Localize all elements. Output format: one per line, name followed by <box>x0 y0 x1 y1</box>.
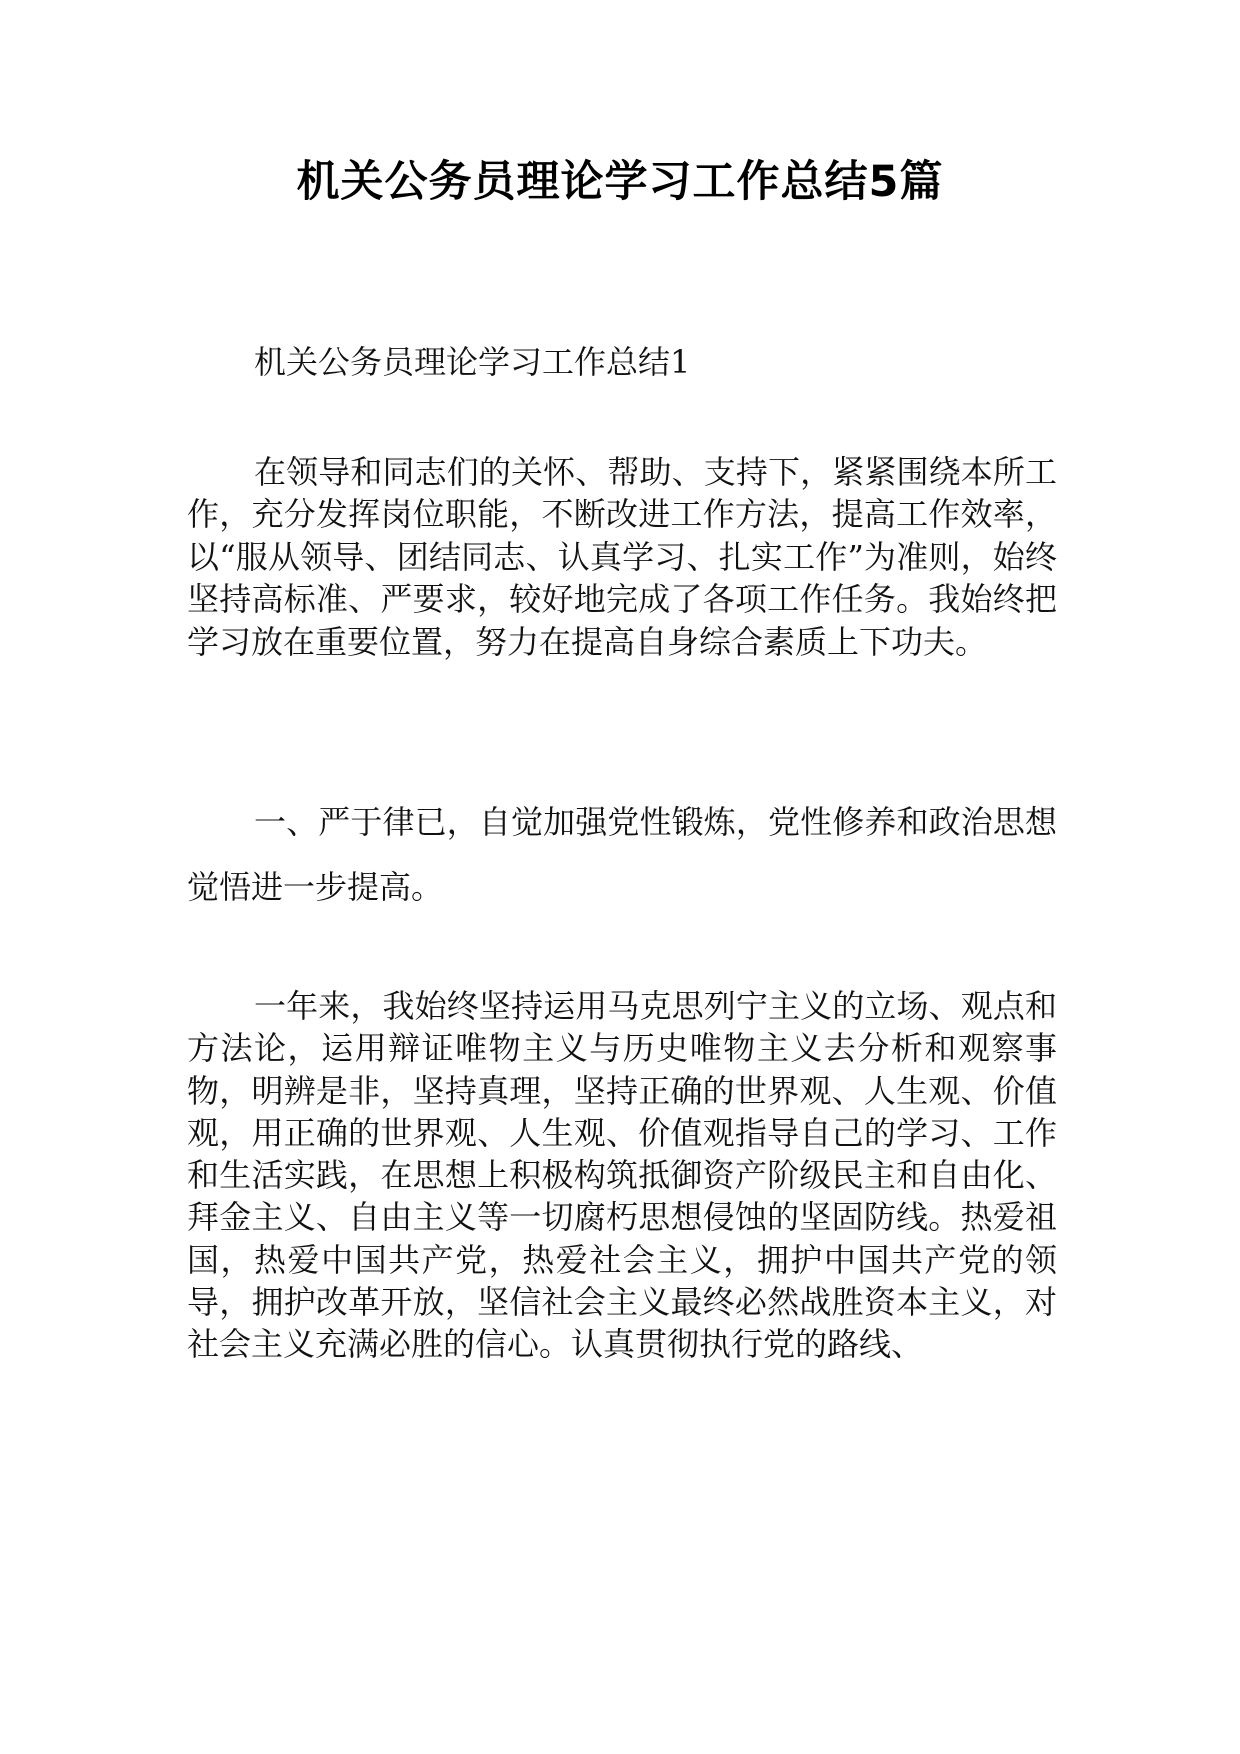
section-subheading: 机关公务员理论学习工作总结1 <box>254 343 691 381</box>
paragraph-intro: 在领导和同志们的关怀、帮助、支持下，紧紧围绕本所工作，充分发挥岗位职能，不断改进工作方法，提高工作效率，以“服从领导、团结同志、认真学习、扎实工作”为准则，始终坚持高标准、严要求，较好地完成了各项工作任务。我始终把学习放在重要位置，努力在提高自身综合素质上下功夫。 <box>187 453 1057 661</box>
paragraph-body: 一年来，我始终坚持运用马克思列宁主义的立场、观点和方法论，运用辩证唯物主义与历史唯物主义去分析和观察事物，明辨是非，坚持真理，坚持正确的世界观、人生观、价值观，用正确的世界观、人生观、价值观指导自己的学习、工作和生活实践，在思想上积极构筑抵御资产阶级民主和自由化、拜金主义、自由主义等一切腐朽思想侵蚀的坚固防线。热爱祖国，热爱中国共产党，热爱社会主义，拥护中国共产党的领导，拥护改革开放，坚信社会主义最终必然战胜资本主义，对社会主义充满必胜的信心。认真贯彻执行党的路线、 <box>187 987 1057 1364</box>
document-title: 机关公务员理论学习工作总结5篇 <box>296 157 944 207</box>
paragraph-section-heading: 一、严于律已，自觉加强党性锻炼，党性修养和政治思想觉悟进一步提高。 <box>187 803 1057 906</box>
